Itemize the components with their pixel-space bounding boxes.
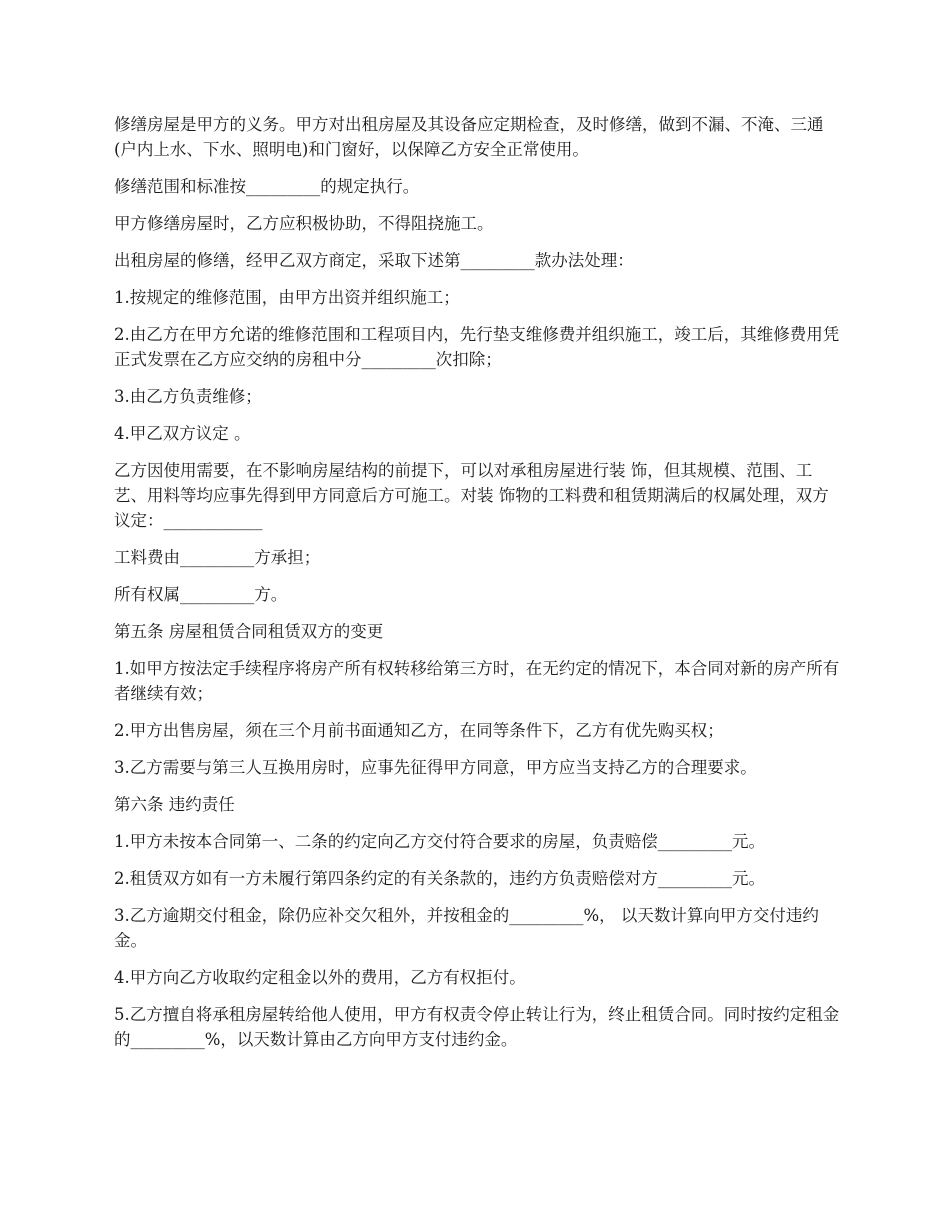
document-body — [114, 112, 840, 1064]
list-item-liability-3: 3.乙方逾期交付租金，除仍应补交欠租外，并按租金的_________%， 以天数计算向甲方交付违约金。 — [114, 906, 819, 950]
paragraph-ownership: 所有权属_________方。 — [114, 585, 288, 604]
list-item-method-3: 3.由乙方负责维修； — [114, 387, 262, 406]
paragraph-repair-method: 出租房屋的修缮，经甲乙双方商定，采取下述第_________款办法处理： — [114, 251, 634, 270]
paragraph-material-cost: 工料费由_________方承担； — [114, 548, 321, 567]
list-item-method-2: 2.由乙方在甲方允诺的维修范围和工程项目内，先行垫支维修费并组织施工，竣工后，其维修费用凭正式发票在乙方应交纳的房租中分_________次扣除； — [114, 325, 840, 369]
list-item-liability-1: 1.甲方未按本合同第一、二条的约定向乙方交付符合要求的房屋，负责赔偿_________元。 — [114, 832, 765, 851]
paragraph-repair-obligation: 修缮房屋是甲方的义务。甲方对出租房屋及其设备应定期检查，及时修缮，做到不漏、不淹、三通(户内上水、下水、照明电)和门窗好，以保障乙方安全正常使用。 — [114, 115, 824, 159]
list-item-liability-4: 4.甲方向乙方收取约定租金以外的费用，乙方有权拒付。 — [114, 968, 526, 987]
paragraph-decoration: 乙方因使用需要，在不影响房屋结构的前提下，可以对承租房屋进行装 饰，但其规模、范围、工艺、用料等均应事先得到甲方同意后方可施工。对装 饰物的工料费和租赁期满后的权属处理，双方议定：____________ — [114, 461, 829, 530]
section-heading-article-6: 第六条 违约责任 — [114, 795, 235, 814]
list-item-liability-5: 5.乙方擅自将承租房屋转给他人使用，甲方有权责令停止转让行为，终止租赁合同。同时按约定租金的_________%，以天数计算由乙方向甲方支付违约金。 — [114, 1005, 840, 1049]
list-item-liability-2: 2.租赁双方如有一方未履行第四条约定的有关条款的，违约方负责赔偿对方_________元。 — [114, 869, 765, 888]
section-heading-article-5: 第五条 房屋租赁合同租赁双方的变更 — [114, 622, 384, 641]
paragraph-tenant-assist: 甲方修缮房屋时，乙方应积极协助，不得阻挠施工。 — [114, 214, 494, 233]
list-item-change-1: 1.如甲方按法定手续程序将房产所有权转移给第三方时，在无约定的情况下，本合同对新的房产所有者继续有效； — [114, 659, 840, 703]
list-item-method-4: 4.甲乙双方议定 。 — [114, 424, 251, 443]
list-item-change-3: 3.乙方需要与第三人互换用房时，应事先征得甲方同意，甲方应当支持乙方的合理要求。 — [114, 758, 757, 777]
list-item-method-1: 1.按规定的维修范围，由甲方出资并组织施工； — [114, 288, 460, 307]
list-item-change-2: 2.甲方出售房屋，须在三个月前书面通知乙方，在同等条件下，乙方有优先购买权； — [114, 721, 724, 740]
paragraph-repair-scope: 修缮范围和标准按_________的规定执行。 — [114, 177, 420, 196]
